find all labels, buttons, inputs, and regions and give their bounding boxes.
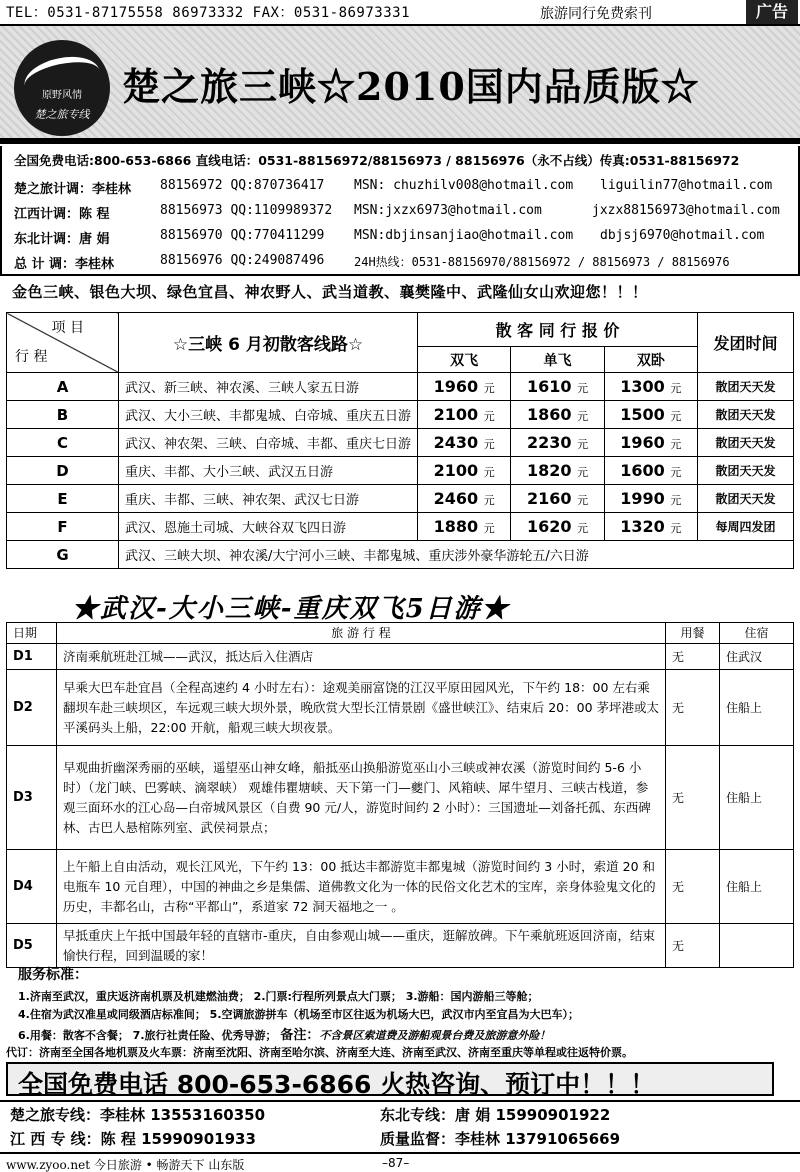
price-unit: 元 xyxy=(577,494,589,507)
price-unit: 元 xyxy=(577,466,589,479)
price-double-fly-value: 2430 xyxy=(433,433,479,452)
price-unit: 元 xyxy=(670,494,682,507)
table-row xyxy=(7,429,794,457)
itinerary-plan: 上午船上自由活动，观长江风光，下午约 13：00 抵达丰都游览丰都鬼城（游览时间约 3 小时，索道 20 和电瓶车 10 元自理），中国的神曲之乡是集儒、道佛教文化为一体的民俗文化艺术的宝库，亲身体验鬼文化的历史，丰都名山，古称“平都山”，系道家 72 洞天福地之一 。 xyxy=(57,850,666,924)
price-double-sleeper-value: 1990 xyxy=(620,489,665,508)
col-double-fly: 双飞 xyxy=(418,347,511,373)
price-unit: 元 xyxy=(670,382,682,395)
header-banner xyxy=(0,26,800,144)
footer-contact[interactable]: 楚之旅专线：李桂林 13553160350 xyxy=(10,1106,266,1124)
service-standard-line: 4.住宿为武汉准星或同级酒店标准间； 5.空调旅游拼车（机场至市区往返为机场大巴，武汉市内至宜昌为大巴车）； xyxy=(18,1008,579,1021)
price-double-sleeper xyxy=(604,485,697,513)
depart-schedule-value: 每周四发团 xyxy=(715,520,776,534)
route-id xyxy=(7,429,119,457)
ad-badge: 广告 xyxy=(746,0,798,24)
price-unit: 元 xyxy=(483,494,495,507)
price-unit: 元 xyxy=(670,522,682,535)
depart-header: 发团时间 xyxy=(698,313,794,373)
footer-contact[interactable]: 东北专线：唐 娟 15990901922 xyxy=(380,1106,611,1124)
route-id xyxy=(7,457,119,485)
price-single-fly-value: 1820 xyxy=(526,461,572,480)
price-double-fly xyxy=(418,373,511,401)
route-name xyxy=(119,401,418,429)
price-double-sleeper xyxy=(604,457,697,485)
price-double-sleeper xyxy=(604,513,697,541)
route-id-value: F xyxy=(57,517,68,536)
price-single-fly xyxy=(511,457,604,485)
route-name-value: 武汉、大小三峡、丰都鬼城、白帝城、重庆五日游 xyxy=(125,409,412,424)
site-url[interactable]: www.zyoo.net 今日旅游 • 畅游天下 山东版 xyxy=(6,1158,245,1172)
itinerary-row xyxy=(7,644,794,670)
footer-contact[interactable]: 质量监督：李桂林 13791065669 xyxy=(380,1130,621,1148)
price-double-sleeper-value: 1500 xyxy=(620,405,665,424)
itinerary-plan: 早抵重庆上午抵中国最年轻的直辖市-重庆，自由参观山城——重庆，逛解放碑。下午乘航班返回济南，结束愉快行程，回到温暖的家！ xyxy=(57,924,666,968)
table-row xyxy=(7,485,794,513)
route-name xyxy=(119,485,418,513)
page-number: –87– xyxy=(382,1156,410,1170)
itinerary-stay: 住船上 xyxy=(720,850,794,924)
price-unit: 元 xyxy=(483,522,495,535)
corner-item-label: 项 目 xyxy=(51,320,84,336)
table-row xyxy=(7,457,794,485)
price-unit: 元 xyxy=(577,438,589,451)
itinerary-plan: 早观曲折幽深秀丽的巫峡，遥望巫山神女峰，船抵巫山换船游览巫山小三峡或神农溪（游览时间约 5-6 小时）（龙门峡、巴雾峡、滴翠峡） 观雄伟瞿塘峡、天下第一门—夔门、风箱峡、犀牛望月、三峡古栈道，参观三面环水的江心岛—白帝城风景区（自费 90 元/人，游览时间约 2 小时）：三国遗址—刘备托孤、东西碑林、古巴人悬棺陈列室、武侯祠景点； xyxy=(57,746,666,850)
price-double-fly-value: 1880 xyxy=(433,517,479,536)
price-unit: 元 xyxy=(577,382,589,395)
price-unit: 元 xyxy=(577,522,589,535)
route-section-title: ☆三峡 6 月初散客线路☆ xyxy=(119,313,418,373)
depart-schedule xyxy=(698,513,794,541)
contact-label: 江西计调：陈 程 xyxy=(14,207,110,222)
contact-phone[interactable]: 88156976 QQ:249087496 xyxy=(160,253,325,268)
price-double-sleeper xyxy=(604,401,697,429)
contact-label: 总 计 调：李桂林 xyxy=(14,257,115,272)
standard-meal-text: 6.用餐：散客不含餐； 7.旅行社责任险、优秀导游； xyxy=(18,1029,281,1042)
contact-label: 东北计调：唐 娟 xyxy=(14,232,110,247)
price-single-fly-value: 2160 xyxy=(526,489,572,508)
contact-phone[interactable]: 88156970 QQ:770411299 xyxy=(160,228,325,243)
price-unit: 元 xyxy=(577,410,589,423)
hotline-text[interactable]: 全国免费电话 800-653-6866 火热咨询、预订中！！！ xyxy=(18,1070,656,1099)
route-name xyxy=(119,429,418,457)
contact-label: 楚之旅计调：李桂林 xyxy=(14,182,132,197)
price-unit: 元 xyxy=(483,438,495,451)
bottom-bar xyxy=(0,1152,800,1172)
price-double-fly-value: 2460 xyxy=(433,489,479,508)
contact-email[interactable]: dbjsj6970@hotmail.com xyxy=(600,228,765,243)
price-unit: 元 xyxy=(670,438,682,451)
route-name xyxy=(119,373,418,401)
top-bar xyxy=(0,0,800,24)
itinerary-header-plan: 旅 游 行 程 xyxy=(57,623,666,644)
price-single-fly xyxy=(511,513,604,541)
route-id-value: A xyxy=(56,377,69,396)
itinerary-meal: 无 xyxy=(666,644,720,670)
table-row xyxy=(7,373,794,401)
price-double-sleeper-value: 1300 xyxy=(620,377,665,396)
itinerary-stay: 住船上 xyxy=(720,746,794,850)
brand-logo xyxy=(14,40,110,136)
price-single-fly xyxy=(511,373,604,401)
contact-block xyxy=(0,146,800,276)
col-double-sleeper: 双卧 xyxy=(604,347,697,373)
itinerary-plan: 早乘大巴车赴宜昌（全程高速约 4 小时左右）：途观美丽富饶的江汉平原田园风光，下午约 18：00 左右乘翻坝车赴三峡坝区，车远观三峡大坝外景，晚欣赏大型长江情景剧《盛世峡江》、结束后 20：00 茅坪港或太平溪码头上船，22:00 开航，船观三峡大坝夜景。 xyxy=(57,670,666,746)
itinerary-stay: 住武汉 xyxy=(720,644,794,670)
contact-email[interactable]: liguilin77@hotmail.com xyxy=(600,178,773,193)
price-double-fly xyxy=(418,401,511,429)
price-double-fly xyxy=(418,485,511,513)
price-single-fly-value: 1860 xyxy=(526,405,572,424)
route-id: G xyxy=(7,541,119,569)
price-double-sleeper xyxy=(604,373,697,401)
price-double-fly-value: 1960 xyxy=(433,377,479,396)
itinerary-day: D1 xyxy=(7,644,57,670)
service-standard-line: 1.济南至武汉，重庆返济南机票及机建燃油费； 2.门票:行程所列景点大门票； 3.游船：国内游船三等舱； xyxy=(18,990,539,1003)
route-id-value: D xyxy=(56,461,69,480)
price-unit: 元 xyxy=(670,410,682,423)
price-double-sleeper-value: 1600 xyxy=(620,461,665,480)
col-single-fly: 单飞 xyxy=(511,347,604,373)
route-id-value: B xyxy=(56,405,69,424)
header-rule xyxy=(0,138,800,144)
price-unit: 元 xyxy=(670,466,682,479)
price-double-fly-value: 2100 xyxy=(433,461,479,480)
route-name xyxy=(119,513,418,541)
footer-divider xyxy=(0,1100,800,1102)
route-name-value: 武汉、神农架、三峡、白帝城、丰都、重庆七日游 xyxy=(125,437,412,452)
table-row xyxy=(7,401,794,429)
price-single-fly xyxy=(511,401,604,429)
itinerary-row xyxy=(7,924,794,968)
price-table xyxy=(6,312,794,569)
price-double-sleeper-value: 1320 xyxy=(620,517,665,536)
depart-schedule-value: 散团天天发 xyxy=(715,464,776,478)
header-tel-fax: TEL：0531-87175558 86973332 FAX：0531-86973331 xyxy=(6,5,411,21)
page-title: 楚之旅三峡☆2010国内品质版☆ xyxy=(122,64,700,109)
contact-email[interactable]: jxzx88156973@hotmail.com xyxy=(592,203,780,218)
header-index-note: 旅游同行免费索刊 xyxy=(540,6,652,22)
itinerary-day: D5 xyxy=(7,924,57,968)
route-id xyxy=(7,485,119,513)
service-standard-title: 服务标准： xyxy=(18,967,88,983)
logo-text: 原野风情 xyxy=(42,90,82,101)
contact-msn[interactable]: MSN: chuzhilv008@hotmail.com xyxy=(354,178,574,193)
footer-contact[interactable]: 江 西 专 线：陈 程 15990901933 xyxy=(10,1130,256,1148)
hotline-banner[interactable] xyxy=(6,1062,774,1099)
route-name-value: 武汉、恩施土司城、大峡谷双飞四日游 xyxy=(125,521,347,536)
table-corner-header xyxy=(7,313,119,373)
route-name-value: 重庆、丰都、大小三峡、武汉五日游 xyxy=(125,465,334,480)
itinerary-day: D2 xyxy=(7,670,57,746)
price-double-sleeper-value: 1960 xyxy=(620,433,665,452)
remark-label: 备注： xyxy=(280,1028,320,1043)
depart-schedule xyxy=(698,401,794,429)
depart-schedule xyxy=(698,373,794,401)
itinerary-meal: 无 xyxy=(666,924,720,968)
remark-text: 不含景区索道费及游船观景台费及旅游意外险！ xyxy=(319,1029,551,1042)
itinerary-meal: 无 xyxy=(666,746,720,850)
contact-msn[interactable]: MSN:jxzx6973@hotmail.com xyxy=(354,203,542,218)
price-single-fly xyxy=(511,429,604,457)
route-name-value: 重庆、丰都、三峡、神农架、武汉七日游 xyxy=(125,493,360,508)
itinerary-plan: 济南乘航班赴江城——武汉，抵达后入住酒店 xyxy=(57,644,666,670)
tour-title: ★武汉-大小三峡-重庆双飞5日游★ xyxy=(72,594,510,624)
corner-route-label: 行 程 xyxy=(15,349,48,365)
service-standard-line xyxy=(18,1024,550,1043)
price-double-fly xyxy=(418,513,511,541)
itinerary-row xyxy=(7,850,794,924)
itinerary-meal: 无 xyxy=(666,850,720,924)
route-name: 武汉、三峡大坝、神农溪/大宁河小三峡、丰都鬼城、重庆涉外豪华游轮五/六日游 xyxy=(119,541,794,569)
itinerary-stay: 住船上 xyxy=(720,670,794,746)
price-double-fly xyxy=(418,429,511,457)
itinerary-header-day: 日期 xyxy=(7,623,57,644)
quote-header: 散 客 同 行 报 价 xyxy=(418,313,698,347)
route-id-value: E xyxy=(57,489,68,508)
contact-phone[interactable]: 88156973 QQ:1109989372 xyxy=(160,203,333,218)
depart-schedule-value: 散团天天发 xyxy=(715,492,776,506)
route-id xyxy=(7,513,119,541)
ticket-agency-note: 代订：济南至全国各地机票及火车票：济南至沈阳、济南至哈尔滨、济南至大连、济南至武汉、济南至重庆等单程或往返特价票。 xyxy=(6,1046,633,1059)
depart-schedule-value: 散团天天发 xyxy=(715,436,776,450)
route-id xyxy=(7,401,119,429)
price-double-fly-value: 2100 xyxy=(433,405,479,424)
price-single-fly-value: 2230 xyxy=(526,433,572,452)
depart-schedule xyxy=(698,429,794,457)
itinerary-day: D4 xyxy=(7,850,57,924)
depart-schedule xyxy=(698,457,794,485)
depart-schedule-value: 散团天天发 xyxy=(715,380,776,394)
price-unit: 元 xyxy=(483,410,495,423)
depart-schedule xyxy=(698,485,794,513)
itinerary-day: D3 xyxy=(7,746,57,850)
price-double-fly xyxy=(418,457,511,485)
route-name-value: 武汉、新三峡、神农溪、三峡人家五日游 xyxy=(125,381,360,396)
contact-main-line: 全国免费电话:800-653-6866 直线电话：0531-88156972/88156973 / 88156976（永不占线）传真:0531-88156972 xyxy=(14,153,740,168)
itinerary-header-stay: 住宿 xyxy=(720,623,794,644)
price-single-fly xyxy=(511,485,604,513)
price-single-fly-value: 1620 xyxy=(526,517,572,536)
destination-slogan: 金色三峡、银色大坝、绿色宜昌、神农野人、武当道教、襄樊隆中、武隆仙女山欢迎您！！！ xyxy=(12,283,648,301)
price-unit: 元 xyxy=(483,466,495,479)
itinerary-row xyxy=(7,670,794,746)
contact-hotline-24h[interactable]: 24H热线：0531-88156970/88156972 / 88156973 / 88156976 xyxy=(354,255,730,269)
route-id-value: C xyxy=(56,433,68,452)
itinerary-table xyxy=(6,622,794,968)
itinerary-row xyxy=(7,746,794,850)
itinerary-meal: 无 xyxy=(666,670,720,746)
price-single-fly-value: 1610 xyxy=(526,377,572,396)
price-unit: 元 xyxy=(483,382,495,395)
price-double-sleeper xyxy=(604,429,697,457)
route-name xyxy=(119,457,418,485)
logo-signature: 楚之旅专线 xyxy=(34,108,90,121)
itinerary-header-meal: 用餐 xyxy=(666,623,720,644)
contact-msn[interactable]: MSN:dbjinsanjiao@hotmail.com xyxy=(354,228,574,243)
route-id xyxy=(7,373,119,401)
itinerary-stay xyxy=(720,924,794,968)
table-row xyxy=(7,513,794,541)
depart-schedule-value: 散团天天发 xyxy=(715,408,776,422)
contact-phone[interactable]: 88156972 QQ:870736417 xyxy=(160,178,325,193)
